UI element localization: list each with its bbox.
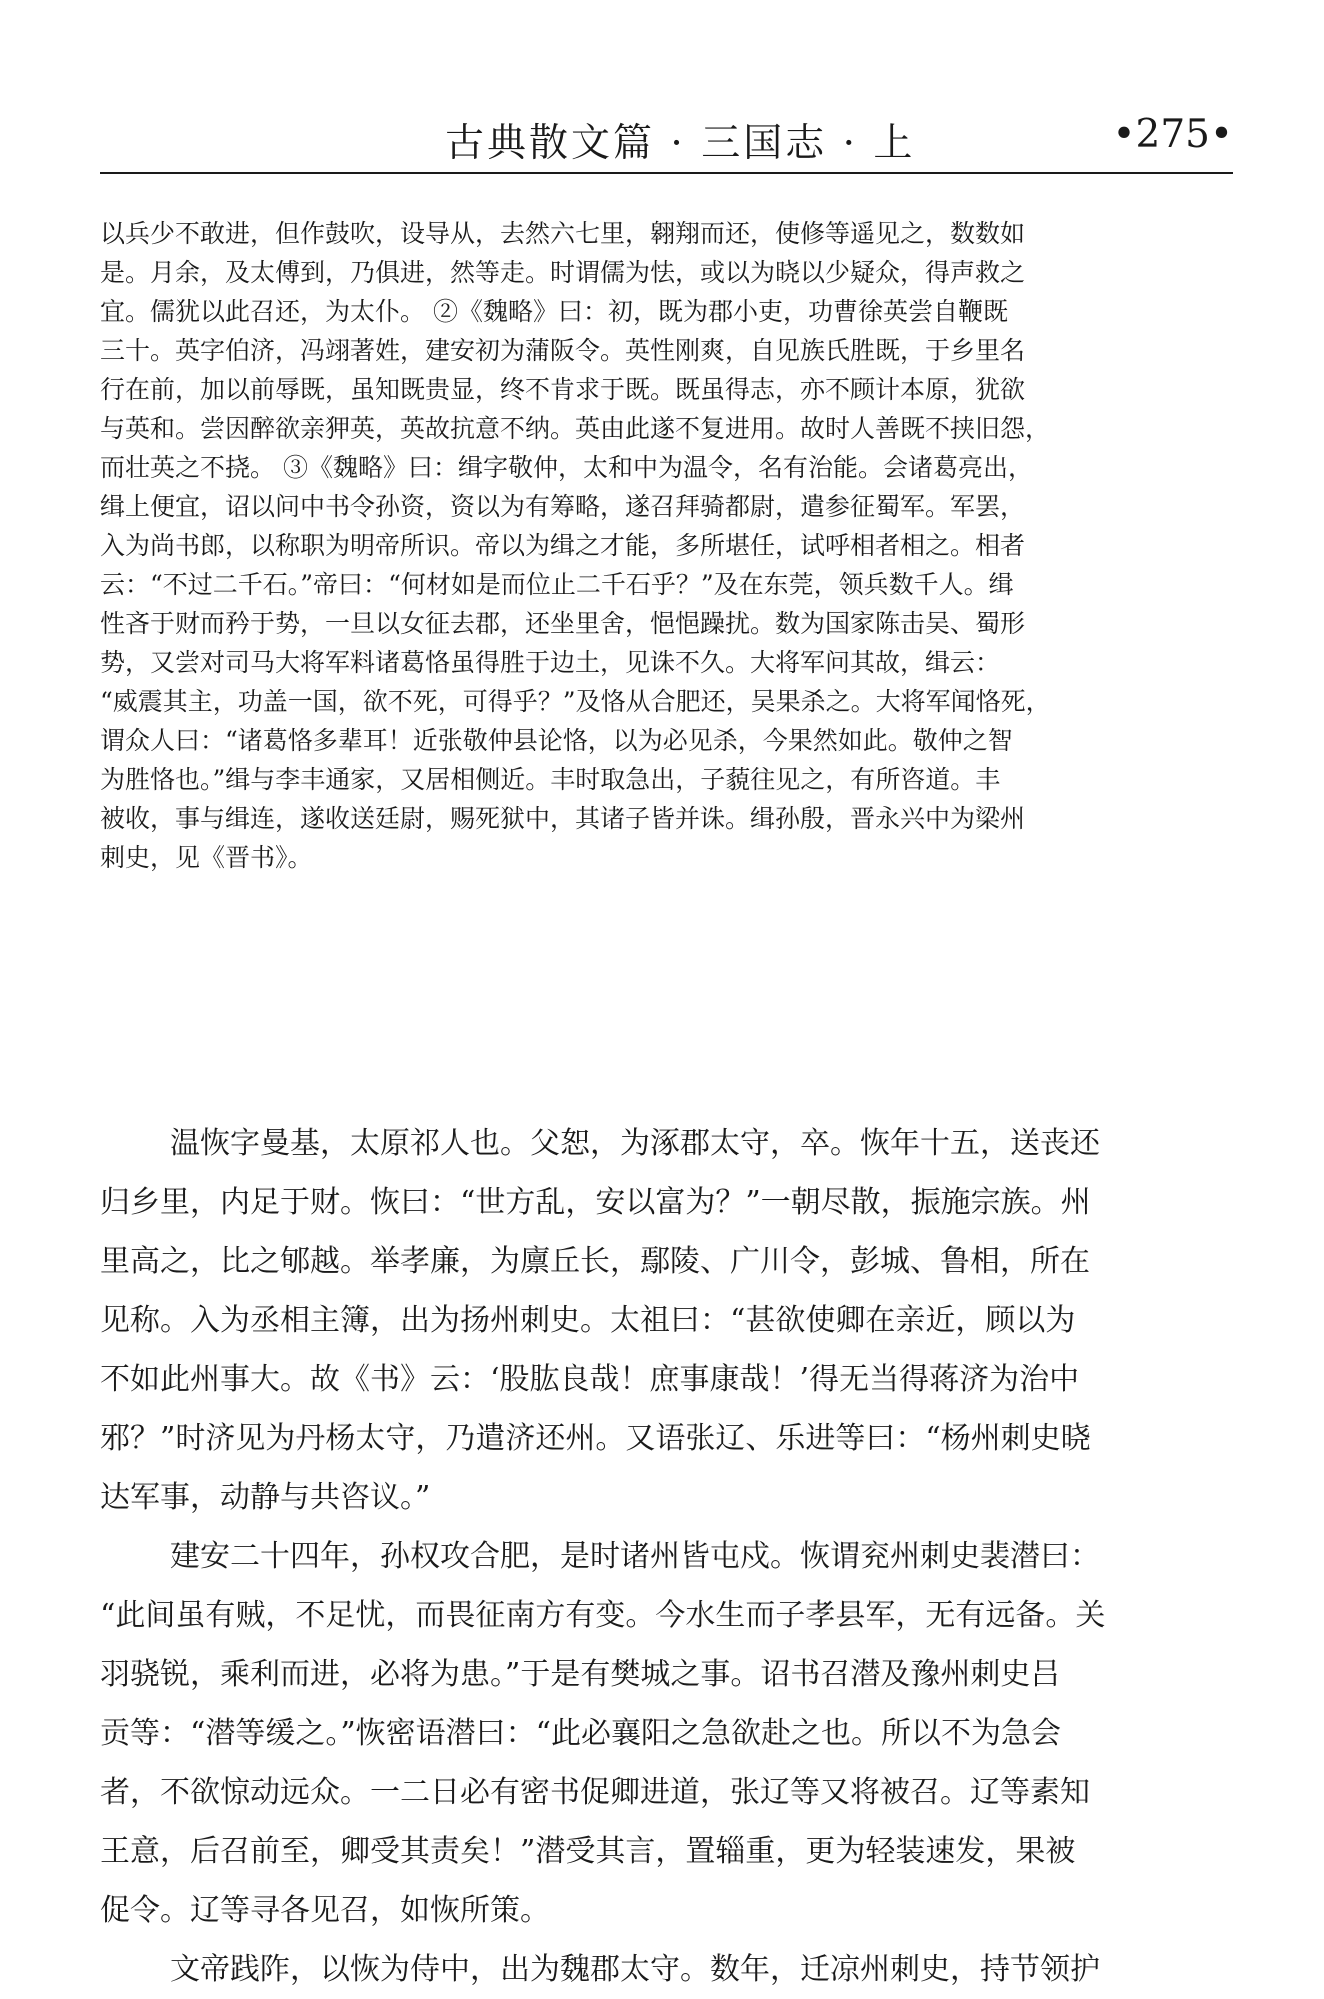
note-line: 而壮英之不挠。 ③《魏略》曰：缉字敬仲，太和中为温令，名有治能。会诸葛亮出，	[100, 453, 1033, 482]
note-line: 是。月余，及太傅到，乃俱进，然等走。时谓儒为怯，或以为晓以少疑众，得声救之	[100, 258, 1026, 287]
paragraph-line: 者，不欲惊动远众。一二日必有密书促卿进道，张辽等又将被召。辽等素知	[100, 1775, 1090, 1810]
note-line: 以兵少不敢进，但作鼓吹，设导从，去然六七里，翱翔而还，使修等遥见之，数数如	[100, 219, 1026, 248]
paragraph-line: 温恢字曼基，太原祁人也。父恕，为涿郡太守，卒。恢年十五，送丧还	[170, 1126, 1100, 1161]
footnotes-block	[100, 214, 1235, 877]
note-line: 缉上便宜，诏以问中书令孙资，资以为有筹略，遂召拜骑都尉，遣参征蜀军。军罢，	[100, 492, 1026, 521]
paragraph-line: 建安二十四年，孙权攻合肥，是时诸州皆屯戍。恢谓兖州刺史裴潜曰：	[170, 1539, 1100, 1574]
paragraph-line: 归乡里，内足于财。恢曰：“世方乱，安以富为？”一朝尽散，振施宗族。州	[100, 1185, 1091, 1220]
header-rule	[100, 172, 1233, 174]
note-line: 性吝于财而矜于势，一旦以女征去郡，还坐里舍，悒悒躁扰。数为国家陈击吴、蜀形	[100, 609, 1026, 638]
page-number: •275•	[1112, 112, 1233, 157]
paragraph-line: 贡等：“潜等缓之。”恢密语潜曰：“此必襄阳之急欲赴之也。所以不为急会	[100, 1716, 1062, 1751]
note-line: 为胜恪也。”缉与李丰通家，又居相侧近。丰时取急出，子藐往见之，有所咨道。丰	[100, 765, 1001, 794]
note-line: 云：“不过二千石。”帝曰：“何材如是而位止二千石乎？”及在东莞，领兵数千人。缉	[100, 570, 1014, 599]
paragraph-line: 邪？”时济见为丹杨太守，乃遣济还州。又语张辽、乐进等曰：“杨州刺史晓	[100, 1421, 1091, 1456]
note-line: 势，又尝对司马大将军料诸葛恪虽得胜于边土，见诛不久。大将军问其故，缉云：	[100, 648, 1001, 677]
paragraph-line: “此间虽有贼，不足忧，而畏征南方有变。今水生而子孝县军，无有远备。关	[100, 1598, 1106, 1633]
note-line: 行在前，加以前辱既，虽知既贵显，终不肯求于既。既虽得志，亦不顾计本原，犹欲	[100, 375, 1026, 404]
paragraph-line: 王意，后召前至，卿受其责矣！”潜受其言，置辎重，更为轻装速发，果被	[100, 1834, 1076, 1869]
note-line: “威震其主，功盖一国，欲不死，可得乎？”及恪从合肥还，吴果杀之。大将军闻恪死，	[100, 687, 1051, 716]
note-line: 宜。儒犹以此召还，为太仆。 ②《魏略》曰：初，既为郡小吏，功曹徐英尝自鞭既	[100, 297, 1008, 326]
note-line: 被收，事与缉连，遂收送廷尉，赐死狱中，其诸子皆并诛。缉孙殷，晋永兴中为梁州	[100, 804, 1026, 833]
main-text-block	[100, 1114, 1235, 1999]
paragraph-line: 羽骁锐，乘利而进，必将为患。”于是有樊城之事。诏书召潜及豫州刺史吕	[100, 1657, 1061, 1692]
note-line: 谓众人曰：“诸葛恪多辈耳！近张敬仲县论恪，以为必见杀，今果然如此。敬仲之智	[100, 726, 1013, 755]
paragraph-line: 文帝践阼，以恢为侍中，出为魏郡太守。数年，迁凉州刺史，持节领护	[170, 1952, 1100, 1987]
running-header	[100, 110, 1233, 172]
paragraph-line: 里高之，比之郇越。举孝廉，为廪丘长，鄢陵、广川令，彭城、鲁相，所在	[100, 1244, 1090, 1279]
paragraph-line: 促令。辽等寻各见召，如恢所策。	[100, 1893, 550, 1928]
note-line: 与英和。尝因醉欲亲狎英，英故抗意不纳。英由此遂不复进用。故时人善既不挟旧怨，	[100, 414, 1051, 443]
note-line: 刺史，见《晋书》。	[100, 843, 313, 872]
paragraph-line: 达军事，动静与共咨议。”	[100, 1480, 431, 1515]
note-line: 三十。英字伯济，冯翊著姓，建安初为蒲阪令。英性刚爽，自见族氏胜既，于乡里名	[100, 336, 1026, 365]
note-line: 入为尚书郎，以称职为明帝所识。帝以为缉之才能，多所堪任，试呼相者相之。相者	[100, 531, 1026, 560]
paragraph-line: 不如此州事大。故《书》云：‘股肱良哉！庶事康哉！’得无当得蒋济为治中	[100, 1362, 1080, 1397]
header-title: 古典散文篇 · 三国志 · 上	[445, 121, 916, 166]
paragraph-line: 见称。入为丞相主簿，出为扬州刺史。太祖曰：“甚欲使卿在亲近，顾以为	[100, 1303, 1076, 1338]
